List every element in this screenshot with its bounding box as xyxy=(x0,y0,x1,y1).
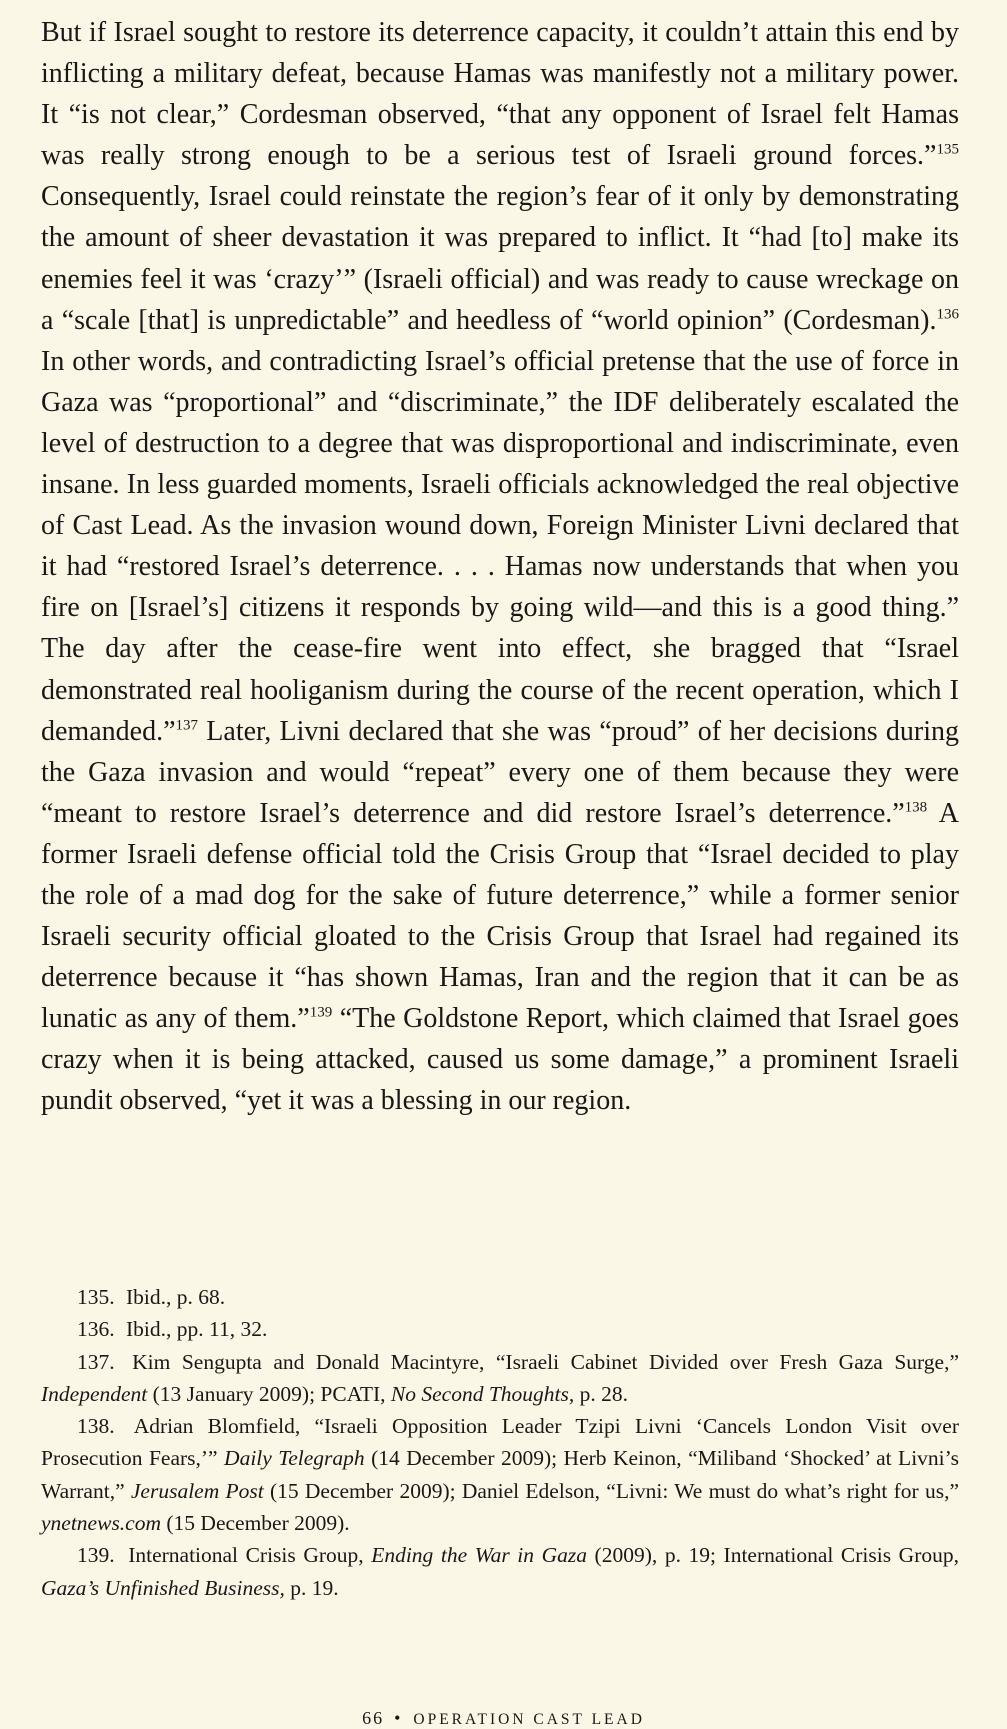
footnote-ref-135[interactable]: 135 xyxy=(936,141,959,158)
footnote-138 xyxy=(41,1410,959,1539)
footnote-title: Gaza’s Unfinished Business, xyxy=(41,1575,285,1600)
paragraph-text: Later, Livni declared that she was “proud” of her decisions during the Gaza invasion and would “repeat” every one of them because they were “meant to restore Israel’s deterrence and did restore Israel’s deterrence.” xyxy=(41,715,959,829)
paragraph-text: Consequently, Israel could reinstate the region’s fear of it only by demonstrating the amount of sheer devastation it was prepared to inflict. It “had [to] make its enemies feel it was ‘crazy’” (Israeli official) and was ready to cause wreckage on a “scale [that] is unpredictable” and heedless of “world opinion” (Cordesman). xyxy=(41,181,959,336)
footnote-title: Jerusalem Post xyxy=(130,1478,264,1503)
footnote-title: Ending the War in Gaza xyxy=(371,1543,587,1568)
footnote-text: p. 28. xyxy=(574,1381,629,1406)
footnote-ref-138[interactable]: 138 xyxy=(904,799,928,816)
footnote-text: (15 December 2009); Daniel Edelson, “Livni: We must do what’s right for us,” xyxy=(263,1478,959,1503)
footnote-139 xyxy=(41,1539,959,1604)
body-paragraph xyxy=(41,12,959,1122)
running-head: OPERATION CAST LEAD xyxy=(413,1711,645,1728)
footnote-text: (2009), p. 19; International Crisis Group, xyxy=(587,1543,959,1568)
paragraph-text: A former Israeli defense official told the Crisis Group that “Israel decided to play the role of a mad dog for the sake of future deterrence,” while a former senior Israeli security official gloated to the Crisis Group that Israel had regained its deterrence because it “has shown Hamas, Iran and the region that it can be as lunatic as any of them.” xyxy=(41,797,959,1035)
footnote-number: 137. xyxy=(77,1349,115,1374)
footnote-number: 135. xyxy=(77,1285,115,1309)
footnote-text: p. 19. xyxy=(284,1575,339,1600)
paragraph-text: In other words, and contradicting Israel’s official pretense that the use of force in Gaza was “proportional” and “discriminate,” the IDF deliberately escalated the level of destruction to a degree that was disproportional and indiscriminate, even insane. In less guarded moments, Israeli officials acknowledged the real objective of Cast Lead. As the invasion wound down, Foreign Minister Livni declared that it had “restored Israel’s deterrence. . . . Hamas now understands that when you fire on [Israel’s] citizens it responds by going wild—and this is a good thing.” The day after the cease-fire went into effect, she bragged that “Israel demonstrated real hooliganism during the course of the recent operation, which I demanded.” xyxy=(41,345,959,747)
footnote-number: 139. xyxy=(77,1543,115,1568)
footnote-ref-139[interactable]: 139 xyxy=(309,1004,333,1021)
footnote-ref-136[interactable]: 136 xyxy=(936,306,959,323)
footnote-text: Kim Sengupta and Donald Macintyre, “Israeli Cabinet Divided over Fresh Gaza Surge,” xyxy=(132,1349,960,1374)
footnote-text: (13 January 2009); PCATI, xyxy=(147,1381,391,1406)
footnote-136 xyxy=(41,1313,959,1345)
page-number: 66 xyxy=(362,1708,385,1728)
footnote-137 xyxy=(41,1346,959,1411)
paragraph-text: But if Israel sought to restore its deterrence capacity, it couldn’t attain this end by inflicting a military defeat, because Hamas was manifestly not a military power. It “is not clear,” Cordesman observed, “that any opponent of Israel felt Hamas was really strong enough to be a serious test of Israeli ground forces.” xyxy=(41,17,959,172)
footnote-text: (14 December 2009); Herb Keinon, “Miliband ‘Shocked’ at Livni’s Warrant,” xyxy=(41,1446,959,1503)
footnote-text: International Crisis Group, xyxy=(128,1543,372,1568)
footnote-number: 138. xyxy=(77,1414,115,1439)
footnote-text: Ibid., pp. 11, 32. xyxy=(126,1317,268,1342)
footnote-text: (15 December 2009). xyxy=(161,1511,350,1536)
footnotes xyxy=(41,1281,959,1604)
paragraph-text: “The Goldstone Report, which claimed that Israel goes crazy when it is being attacked, caused us some damage,” a prominent Israeli pundit observed, “yet it was a blessing in our region. xyxy=(41,1003,959,1117)
footnote-text: Adrian Blomfield, “Israeli Opposition Leader Tzipi Livni ‘Cancels London Visit over Prosecution Fears,’” xyxy=(41,1414,959,1471)
footnote-title: No Second Thoughts, xyxy=(390,1381,575,1406)
page-footer xyxy=(0,1708,1007,1729)
footnote-text: Ibid., p. 68. xyxy=(126,1285,226,1309)
footnote-title: Daily Telegraph xyxy=(224,1446,365,1471)
page-body xyxy=(41,12,959,1122)
footnote-number: 136. xyxy=(77,1317,115,1342)
footnote-ref-137[interactable]: 137 xyxy=(175,717,198,734)
footnote-title: ynetnews.com xyxy=(41,1511,162,1536)
footnote-title: Independent xyxy=(41,1381,148,1406)
footnote-135 xyxy=(41,1281,959,1313)
bullet-separator: • xyxy=(394,1708,404,1728)
